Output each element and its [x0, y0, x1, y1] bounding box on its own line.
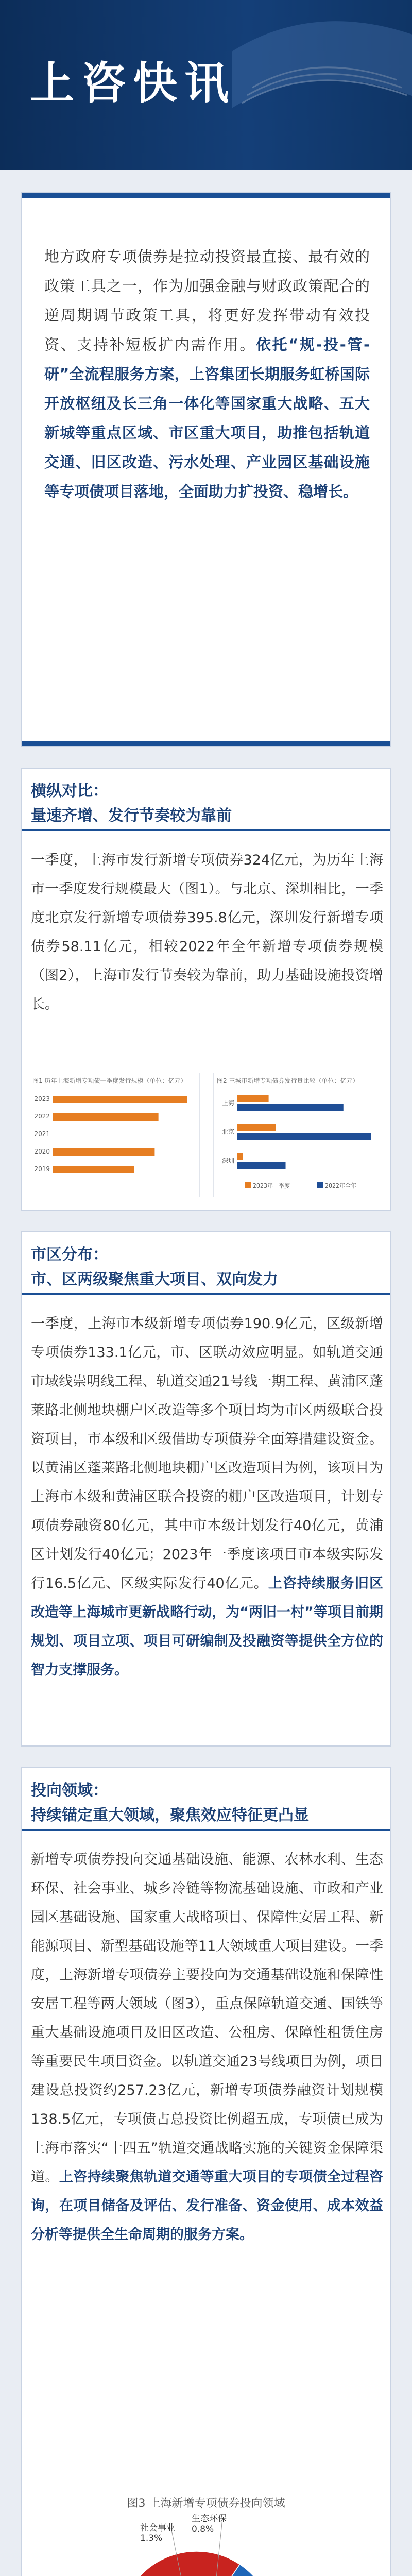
chart2-legend-swatch [317, 1182, 323, 1188]
chart2-bar [237, 1153, 243, 1160]
header-banner [0, 0, 412, 170]
chart2-legend-label: 2022年全年 [325, 1182, 356, 1189]
book-icon [211, 0, 412, 149]
chart2-plot [214, 1087, 384, 1195]
intro-bold: 依托“规-投-管-研”全流程服务方案，上咨集团长期服务虹桥国际开放枢纽及长三角一体化等国家重大战略、五大新城等重点区域、市区重大项目，助推包括轨道交通、旧区改造、污水处理、产业园区基础设施等专项债项目落地，全面助力扩投资、稳增长。 [44, 336, 370, 500]
chart1-title: 图1 历年上海新增专项债一季度发行规模（单位：亿元） [32, 1077, 187, 1084]
chart1-bar [53, 1113, 159, 1121]
chart1-bar [53, 1148, 154, 1156]
pie-value-label: 0.8% [192, 2524, 214, 2534]
chart2-tick-label: 北京 [221, 1128, 234, 1136]
pie-label: 生态环保 [192, 2514, 227, 2524]
chart1-bar [53, 1096, 187, 1103]
intro-text [44, 242, 370, 506]
chart1-tick-label: 2020 [34, 1148, 50, 1155]
chart2-legend-label: 2023年一季度 [253, 1182, 290, 1189]
pie-label: 社会事业 [140, 2523, 175, 2533]
section2-plain: 一季度，上海市本级新增专项债券190.9亿元，区级新增专项债券133.1亿元，市、区联动效应明显。如轨道交通市域线崇明线工程、轨道交通21号线一期工程、黄浦区蓬莱路北侧地块棚户区改造等多个项目均为市区两级联合投资项目，市本级和区级借助专项债券全面筹措建设资金。以黄浦区蓬莱路北侧地块棚户区改造项目为例，该项目为上海市本级和黄浦区联合投资的棚户区改造项目，计划专项债券融资80亿元，其中市本级计划发行40亿元，黄浦区计划发行40亿元；2023年一季度该项目市本级实际发行16.5亿元、区级实际发行40亿元。 [31, 1316, 383, 1591]
section1-divider [22, 829, 390, 831]
chart1-plot [29, 1087, 199, 1195]
section3-bold: 上咨持续聚焦轨道交通等重大项目的专项债全过程咨询，在项目储备及评估、发行准备、资金使用、成本效益分析等提供全生命周期的服务方案。 [31, 2169, 383, 2243]
section1-title: 横纵对比： [31, 782, 108, 800]
intro-card [21, 192, 391, 747]
chart2-bar [237, 1124, 276, 1131]
chart2-bar [237, 1095, 269, 1102]
chart1-bar [53, 1166, 134, 1173]
section2-bold: 上咨持续服务旧区改造等上海城市更新战略行动，为“两旧一村”等项目前期规划、项目立项、项目可研编制及投融资等提供全方位的智力支撑服务。 [31, 1575, 383, 1678]
chart2-bar [237, 1104, 344, 1111]
pie-value-label: 1.3% [140, 2533, 163, 2544]
chart1-tick-label: 2021 [34, 1130, 50, 1138]
chart1-tick-label: 2023 [34, 1095, 50, 1103]
pie-title: 图3 上海新增专项债券投向领域 [127, 2497, 285, 2510]
section3-divider [22, 1829, 390, 1831]
section-distribution [21, 1231, 391, 1747]
chart2-title: 图2 三城市新增专项债券发行量比较（单位：亿元） [217, 1077, 359, 1084]
intro-top-bar [22, 193, 390, 198]
section2-text [31, 1310, 383, 1685]
section-areas [21, 1767, 391, 2576]
intro-plain: 地方政府专项债券是拉动投资最直接、最有效的政策工具之一，作为加强金融与财政政策配合的逆周期调节政策工具，将更好发挥带动有效投资、支持补短板扩内需作用。 [44, 248, 370, 353]
section1-text: 一季度，上海市发行新增专项债券324亿元，为历年上海市一季度发行规模最大（图1）。与北京、深圳相比，一季度北京发行新增专项债券395.8亿元，深圳发行新增专项债券58.11亿元，相较2022年全年新增专项债券规模（图2），上海市发行节奏较为靠前，助力基础设施投资增长。 [31, 852, 383, 1012]
section3-title: 投向领域： [31, 1782, 108, 1800]
section3-subtitle: 持续锚定重大领域，聚焦效应特征更凸显 [31, 1806, 309, 1824]
chart1 [29, 1073, 200, 1197]
section1-subtitle: 量速齐增、发行节奏较为靠前 [31, 807, 232, 825]
pie-slice [119, 2551, 240, 2576]
section2-title: 市区分布： [31, 1246, 108, 1264]
section3-text [31, 1845, 383, 2249]
chart2-tick-label: 深圳 [221, 1157, 234, 1164]
pie-chart [63, 2510, 351, 2576]
chart2-bar [237, 1133, 371, 1140]
chart2-legend-swatch [245, 1182, 251, 1188]
chart2-tick-label: 上海 [221, 1099, 234, 1107]
intro-bottom-bar [22, 741, 390, 746]
page-title: 上咨快讯 [30, 58, 236, 109]
section-comparison [21, 768, 391, 1211]
chart2-bar [237, 1162, 286, 1169]
section2-subtitle: 市、区两级聚焦重大项目、双向发力 [31, 1270, 278, 1289]
chart2 [213, 1073, 384, 1197]
chart1-tick-label: 2019 [34, 1165, 50, 1173]
section3-plain: 新增专项债券投向交通基础设施、能源、农林水利、生态环保、社会事业、城乡冷链等物流基础设施、市政和产业园区基础设施、国家重大战略项目、保障性安居工程、新能源项目、新型基础设施等11大领域重大项目建设。一季度，上海新增专项债券主要投向为交通基础设施和保障性安居工程等两大领域（图3），重点保障轨道交通、国铁等重大基础设施项目及旧区改造、公租房、保障性租赁住房等重要民生项目资金。以轨道交通23号线项目为例，项目建设总投资约257.23亿元，新增专项债券融资计划规模138.5亿元，专项债占总投资比例超五成，专项债已成为上海市落实“十四五”轨道交通战略实施的关键资金保障渠道。 [31, 1852, 383, 2185]
chart1-tick-label: 2022 [34, 1113, 50, 1120]
section2-divider [22, 1293, 390, 1295]
